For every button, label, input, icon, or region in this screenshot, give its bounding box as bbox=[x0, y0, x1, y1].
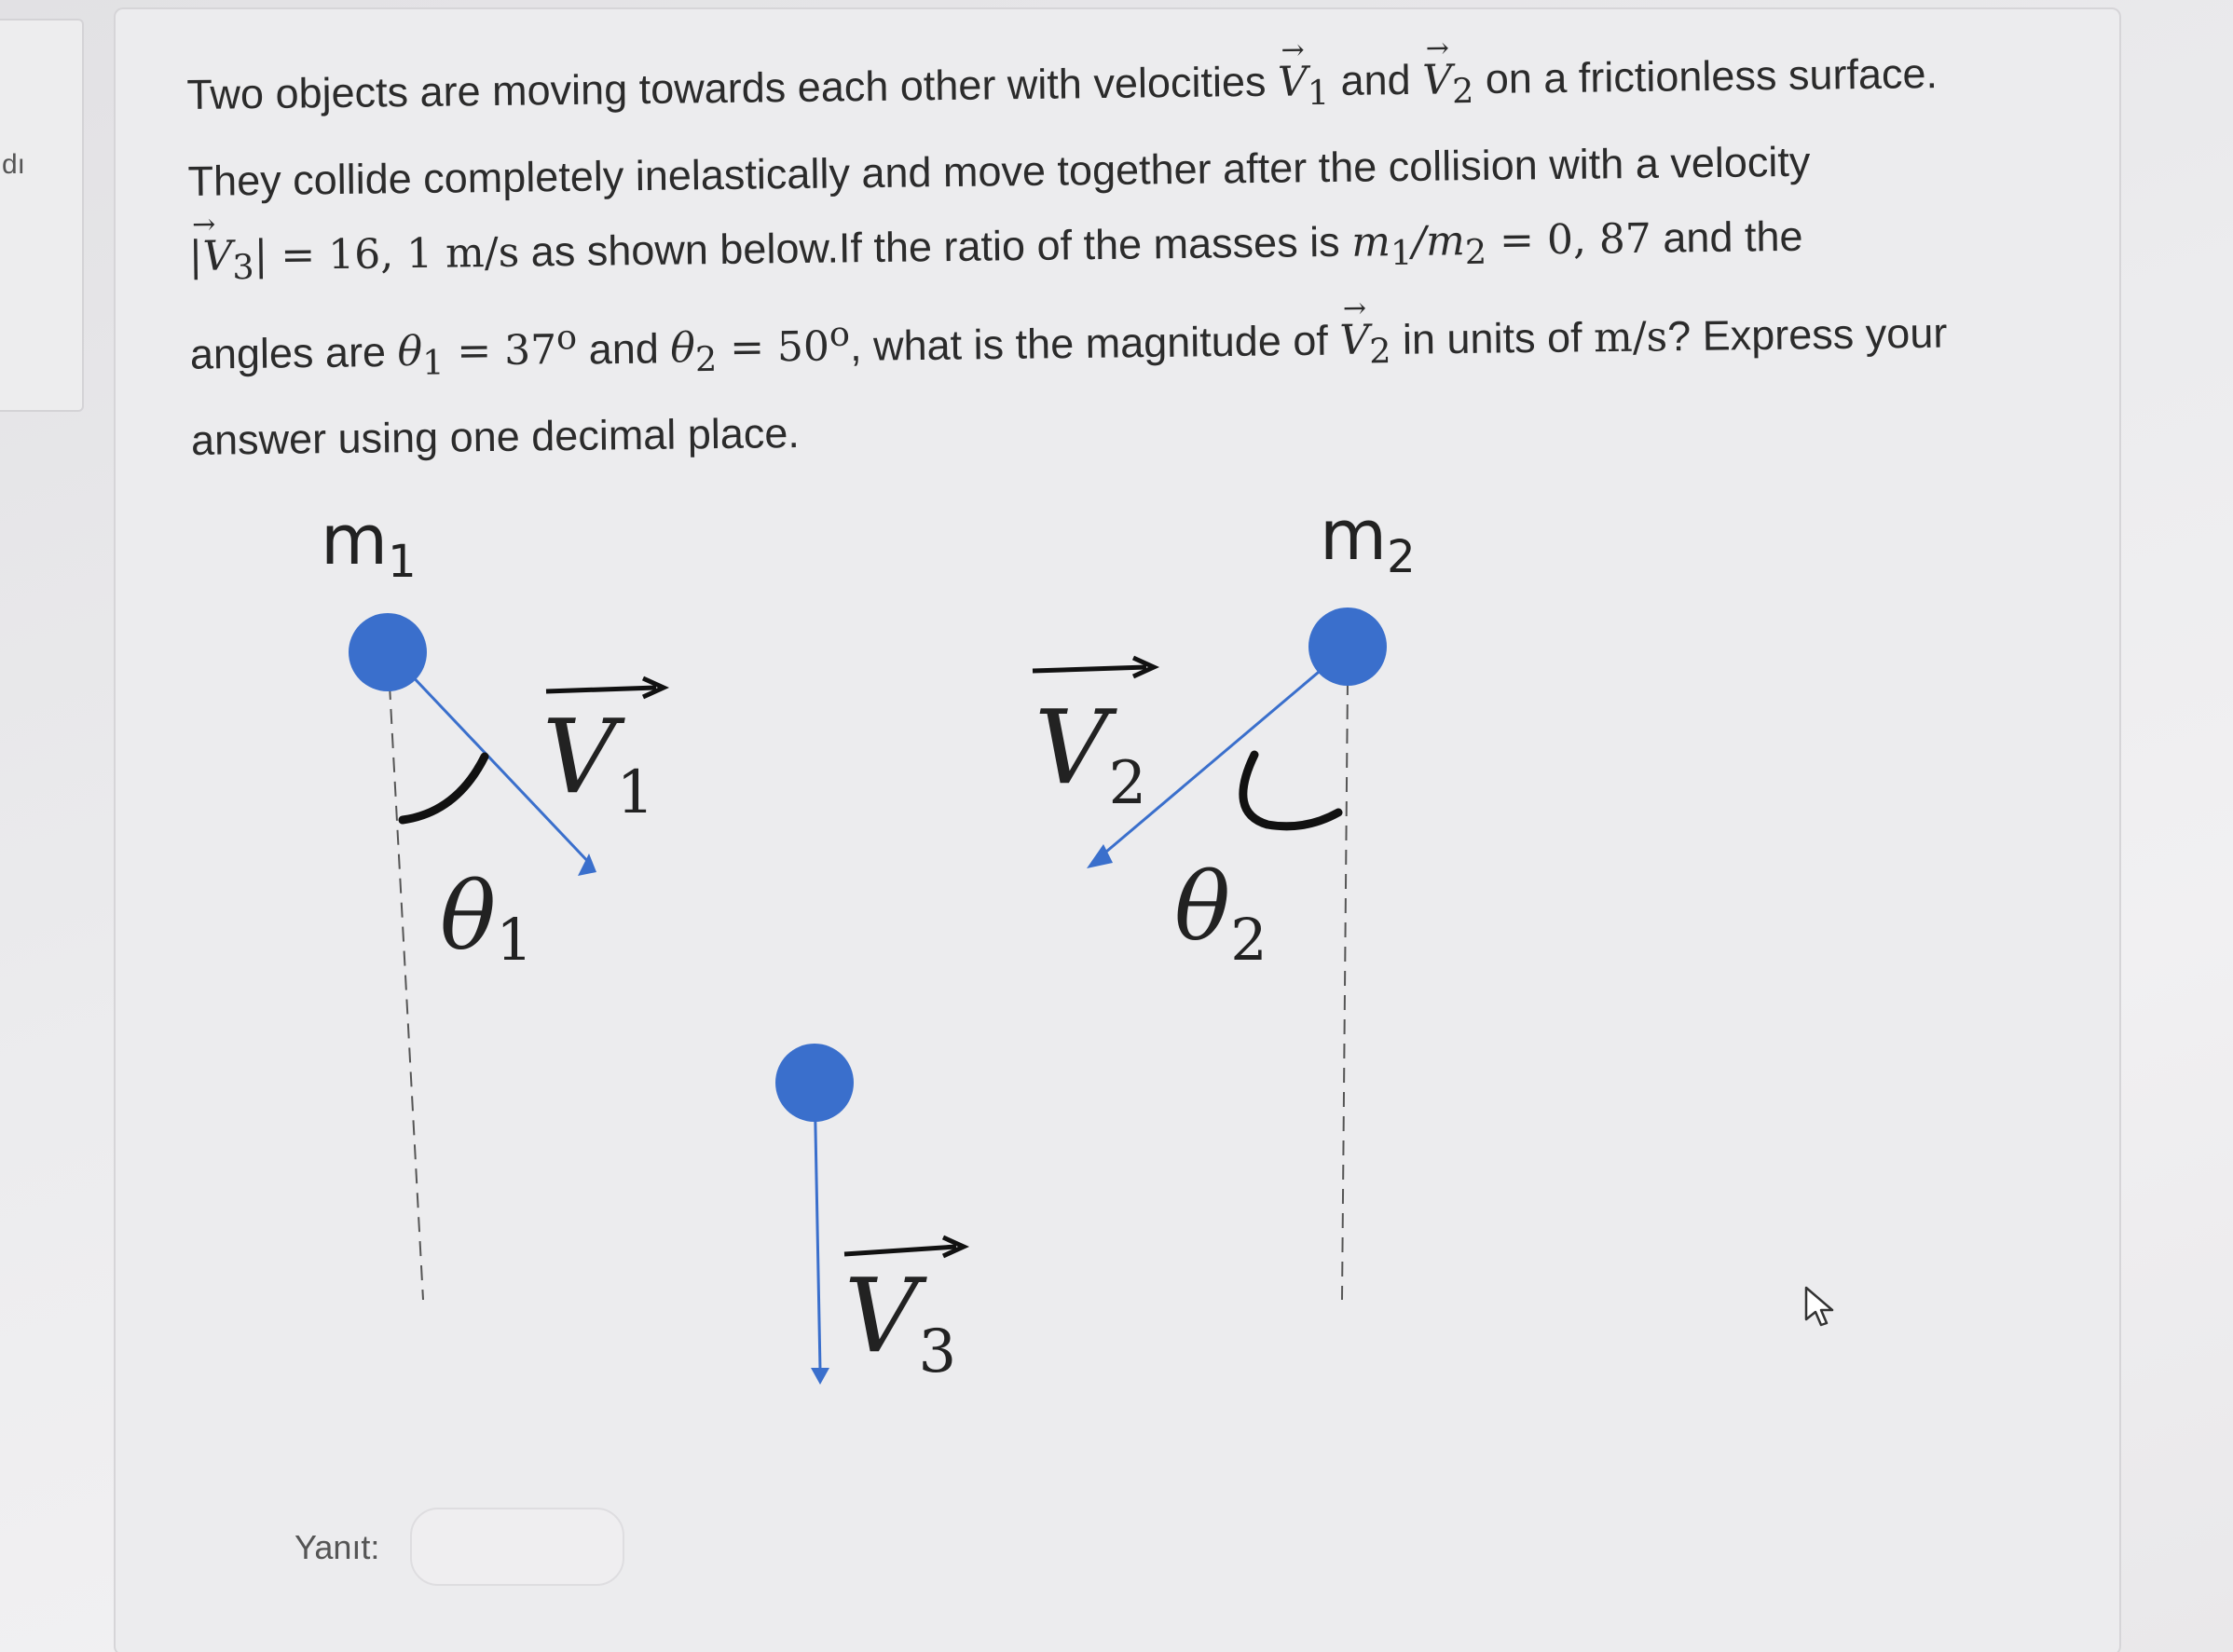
answer-input[interactable] bbox=[410, 1508, 624, 1586]
v2-symbol: → $V_2$ bbox=[1422, 43, 1474, 129]
answer-label: Yanıt: bbox=[295, 1528, 380, 1566]
mass-ratio: $m_1/m_2 = 0$, 87 bbox=[1350, 214, 1652, 273]
v2-symbol: → $V_2$ bbox=[1339, 303, 1391, 389]
m1-reference-line bbox=[390, 685, 423, 1300]
side-panel-label: dı bbox=[2, 149, 26, 180]
v3-magnitude: → $|V_3| = 16$, 1 m/s bbox=[188, 228, 519, 280]
m2-ball bbox=[1308, 608, 1387, 686]
m1-ball bbox=[349, 613, 427, 691]
theta1-arc bbox=[403, 757, 485, 820]
v3-label-arrow bbox=[844, 1247, 956, 1254]
v1-symbol: → $V_1$ bbox=[1277, 45, 1329, 130]
theta1-value: $\theta_1 = 37^o$ bbox=[397, 317, 578, 383]
theta1-label: θ1 bbox=[440, 862, 533, 974]
v2-label: $V_2$ bbox=[1034, 688, 1147, 818]
question-text-segment: on a frictionless surface. bbox=[1473, 49, 1938, 103]
question-text-segment: and the bbox=[1651, 212, 1803, 262]
question-text-segment: angles are bbox=[189, 327, 398, 378]
v2-label-arrow bbox=[1033, 667, 1146, 671]
theta2-value: $\theta_2 = 50^o$ bbox=[670, 313, 851, 380]
question-text-segment: Two objects are moving towards each other with velocities bbox=[186, 57, 1279, 118]
m2-label: m2 bbox=[1320, 496, 1416, 583]
v3-label: $V_3$ bbox=[844, 1256, 957, 1386]
unit: m/s bbox=[1593, 312, 1668, 362]
v3-arrowhead bbox=[811, 1368, 829, 1385]
theta2-arc bbox=[1243, 755, 1338, 826]
question-text-segment: in units of bbox=[1390, 312, 1595, 363]
pointer-arrow-icon bbox=[1801, 1284, 1838, 1327]
theta2-label: $\theta_2$ bbox=[1174, 853, 1267, 974]
question-line-5: answer using one decimal place. bbox=[190, 409, 801, 465]
v3-arrow bbox=[815, 1081, 820, 1370]
m1-label: m1 bbox=[321, 500, 417, 588]
question-text-segment: as shown below.If the ratio of the masses is bbox=[518, 217, 1352, 276]
question-text-segment: and bbox=[1328, 55, 1423, 105]
question-text-segment: and bbox=[576, 323, 671, 374]
question-text-segment: ? Express your bbox=[1666, 308, 1948, 360]
question-text-segment: , what is the magnitude of bbox=[849, 316, 1340, 370]
v1-arrowhead bbox=[578, 853, 596, 876]
v1-label: $V_1$ bbox=[542, 697, 655, 827]
question-line-2: They collide completely inelastically and move together after the collision with a velocity bbox=[187, 137, 1811, 205]
m2-reference-line bbox=[1342, 680, 1348, 1300]
v3-ball bbox=[775, 1044, 854, 1122]
v1-label-arrow bbox=[546, 688, 656, 691]
